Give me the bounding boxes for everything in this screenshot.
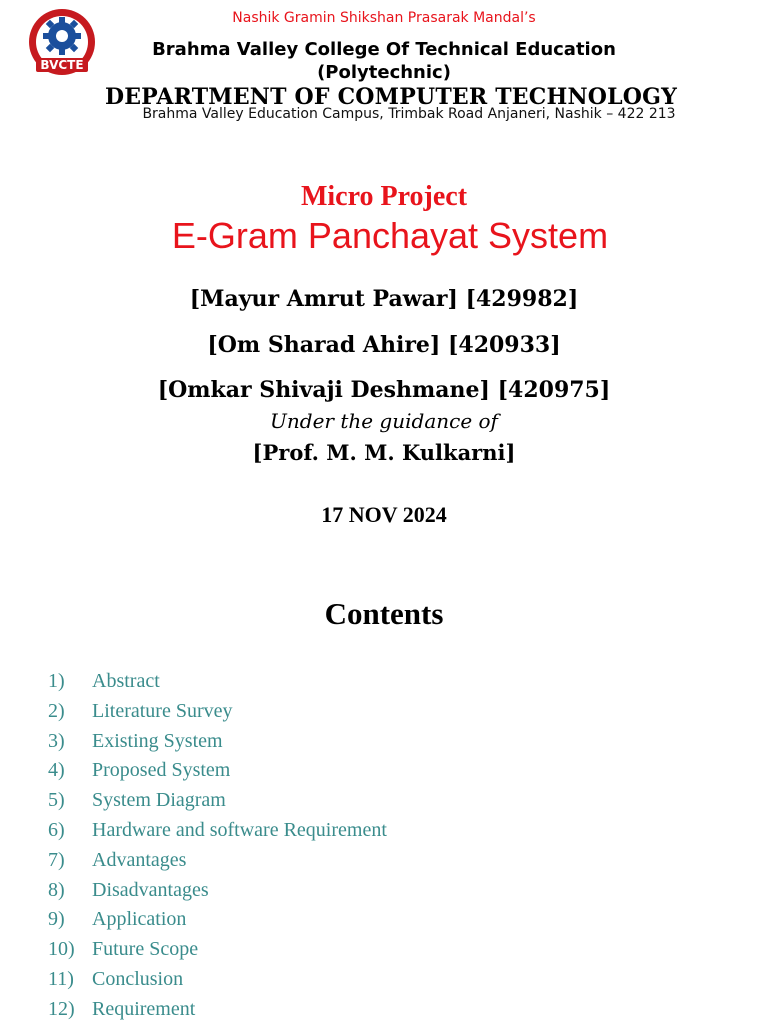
toc-number: 2) <box>48 699 65 722</box>
project-title: E-Gram Panchayat System <box>171 215 609 256</box>
logo-text: BVCTE <box>40 58 84 72</box>
toc-link[interactable]: Existing System <box>92 729 223 752</box>
toc-item[interactable] <box>0 879 768 909</box>
college-type: (Polytechnic) <box>317 62 451 83</box>
toc-number: 4) <box>48 759 65 782</box>
project-kind: Micro Project <box>300 181 468 212</box>
submission-date: 17 NOV 2024 <box>321 502 447 527</box>
toc-link[interactable]: Conclusion <box>92 967 184 990</box>
toc-item[interactable] <box>0 998 768 1028</box>
toc-number: 6) <box>48 818 65 841</box>
college-address: Brahma Valley Education Campus, Trimbak Road Anjaneri, Nashik – 422 213 <box>142 106 676 122</box>
toc-link[interactable]: Abstract <box>92 670 160 692</box>
guide-name: [Prof. M. M. Kulkarni] <box>252 440 516 465</box>
toc-item[interactable] <box>0 789 768 819</box>
department-heading: DEPARTMENT OF COMPUTER TECHNOLOGY <box>104 84 678 110</box>
toc-item[interactable] <box>0 730 768 760</box>
toc-link[interactable]: Proposed System <box>92 759 231 782</box>
contents-heading: Contents <box>324 596 444 631</box>
toc-link[interactable]: Hardware and software Requirement <box>92 818 387 841</box>
toc-number: 10) <box>48 938 75 961</box>
trust-name: Nashik Gramin Shikshan Prasarak Mandal’s <box>232 10 536 26</box>
toc-number: 9) <box>48 908 65 931</box>
toc-link[interactable]: Future Scope <box>92 938 199 961</box>
toc-item[interactable] <box>0 849 768 879</box>
toc-number: 7) <box>48 848 65 871</box>
guidance-label: Under the guidance of <box>270 409 498 433</box>
member-3: [Omkar Shivaji Deshmane] [420975] <box>157 377 611 403</box>
toc-number: 3) <box>48 729 65 752</box>
toc-item[interactable] <box>0 938 768 968</box>
table-of-contents <box>0 670 768 1028</box>
toc-number: 8) <box>48 878 65 901</box>
toc-link[interactable]: Requirement <box>92 997 196 1020</box>
member-1: [Mayur Amrut Pawar] [429982] <box>189 286 579 312</box>
toc-link[interactable]: Disadvantages <box>92 878 209 901</box>
toc-number: 5) <box>48 789 65 812</box>
toc-item[interactable] <box>0 968 768 998</box>
toc-item[interactable] <box>0 700 768 730</box>
toc-number: 12) <box>48 997 75 1020</box>
toc-number: 1) <box>48 670 65 692</box>
toc-link[interactable]: Advantages <box>92 848 187 871</box>
toc-link[interactable]: Application <box>92 908 187 931</box>
toc-item[interactable] <box>0 759 768 789</box>
toc-number: 11) <box>48 967 74 990</box>
toc-item[interactable] <box>0 908 768 938</box>
member-2: [Om Sharad Ahire] [420933] <box>207 332 561 358</box>
toc-link[interactable]: System Diagram <box>92 789 226 812</box>
college-heading <box>0 38 768 84</box>
toc-item[interactable] <box>0 670 768 700</box>
toc-item[interactable] <box>0 819 768 849</box>
toc-link[interactable]: Literature Survey <box>92 699 233 722</box>
college-name: Brahma Valley College Of Technical Education <box>152 39 616 60</box>
